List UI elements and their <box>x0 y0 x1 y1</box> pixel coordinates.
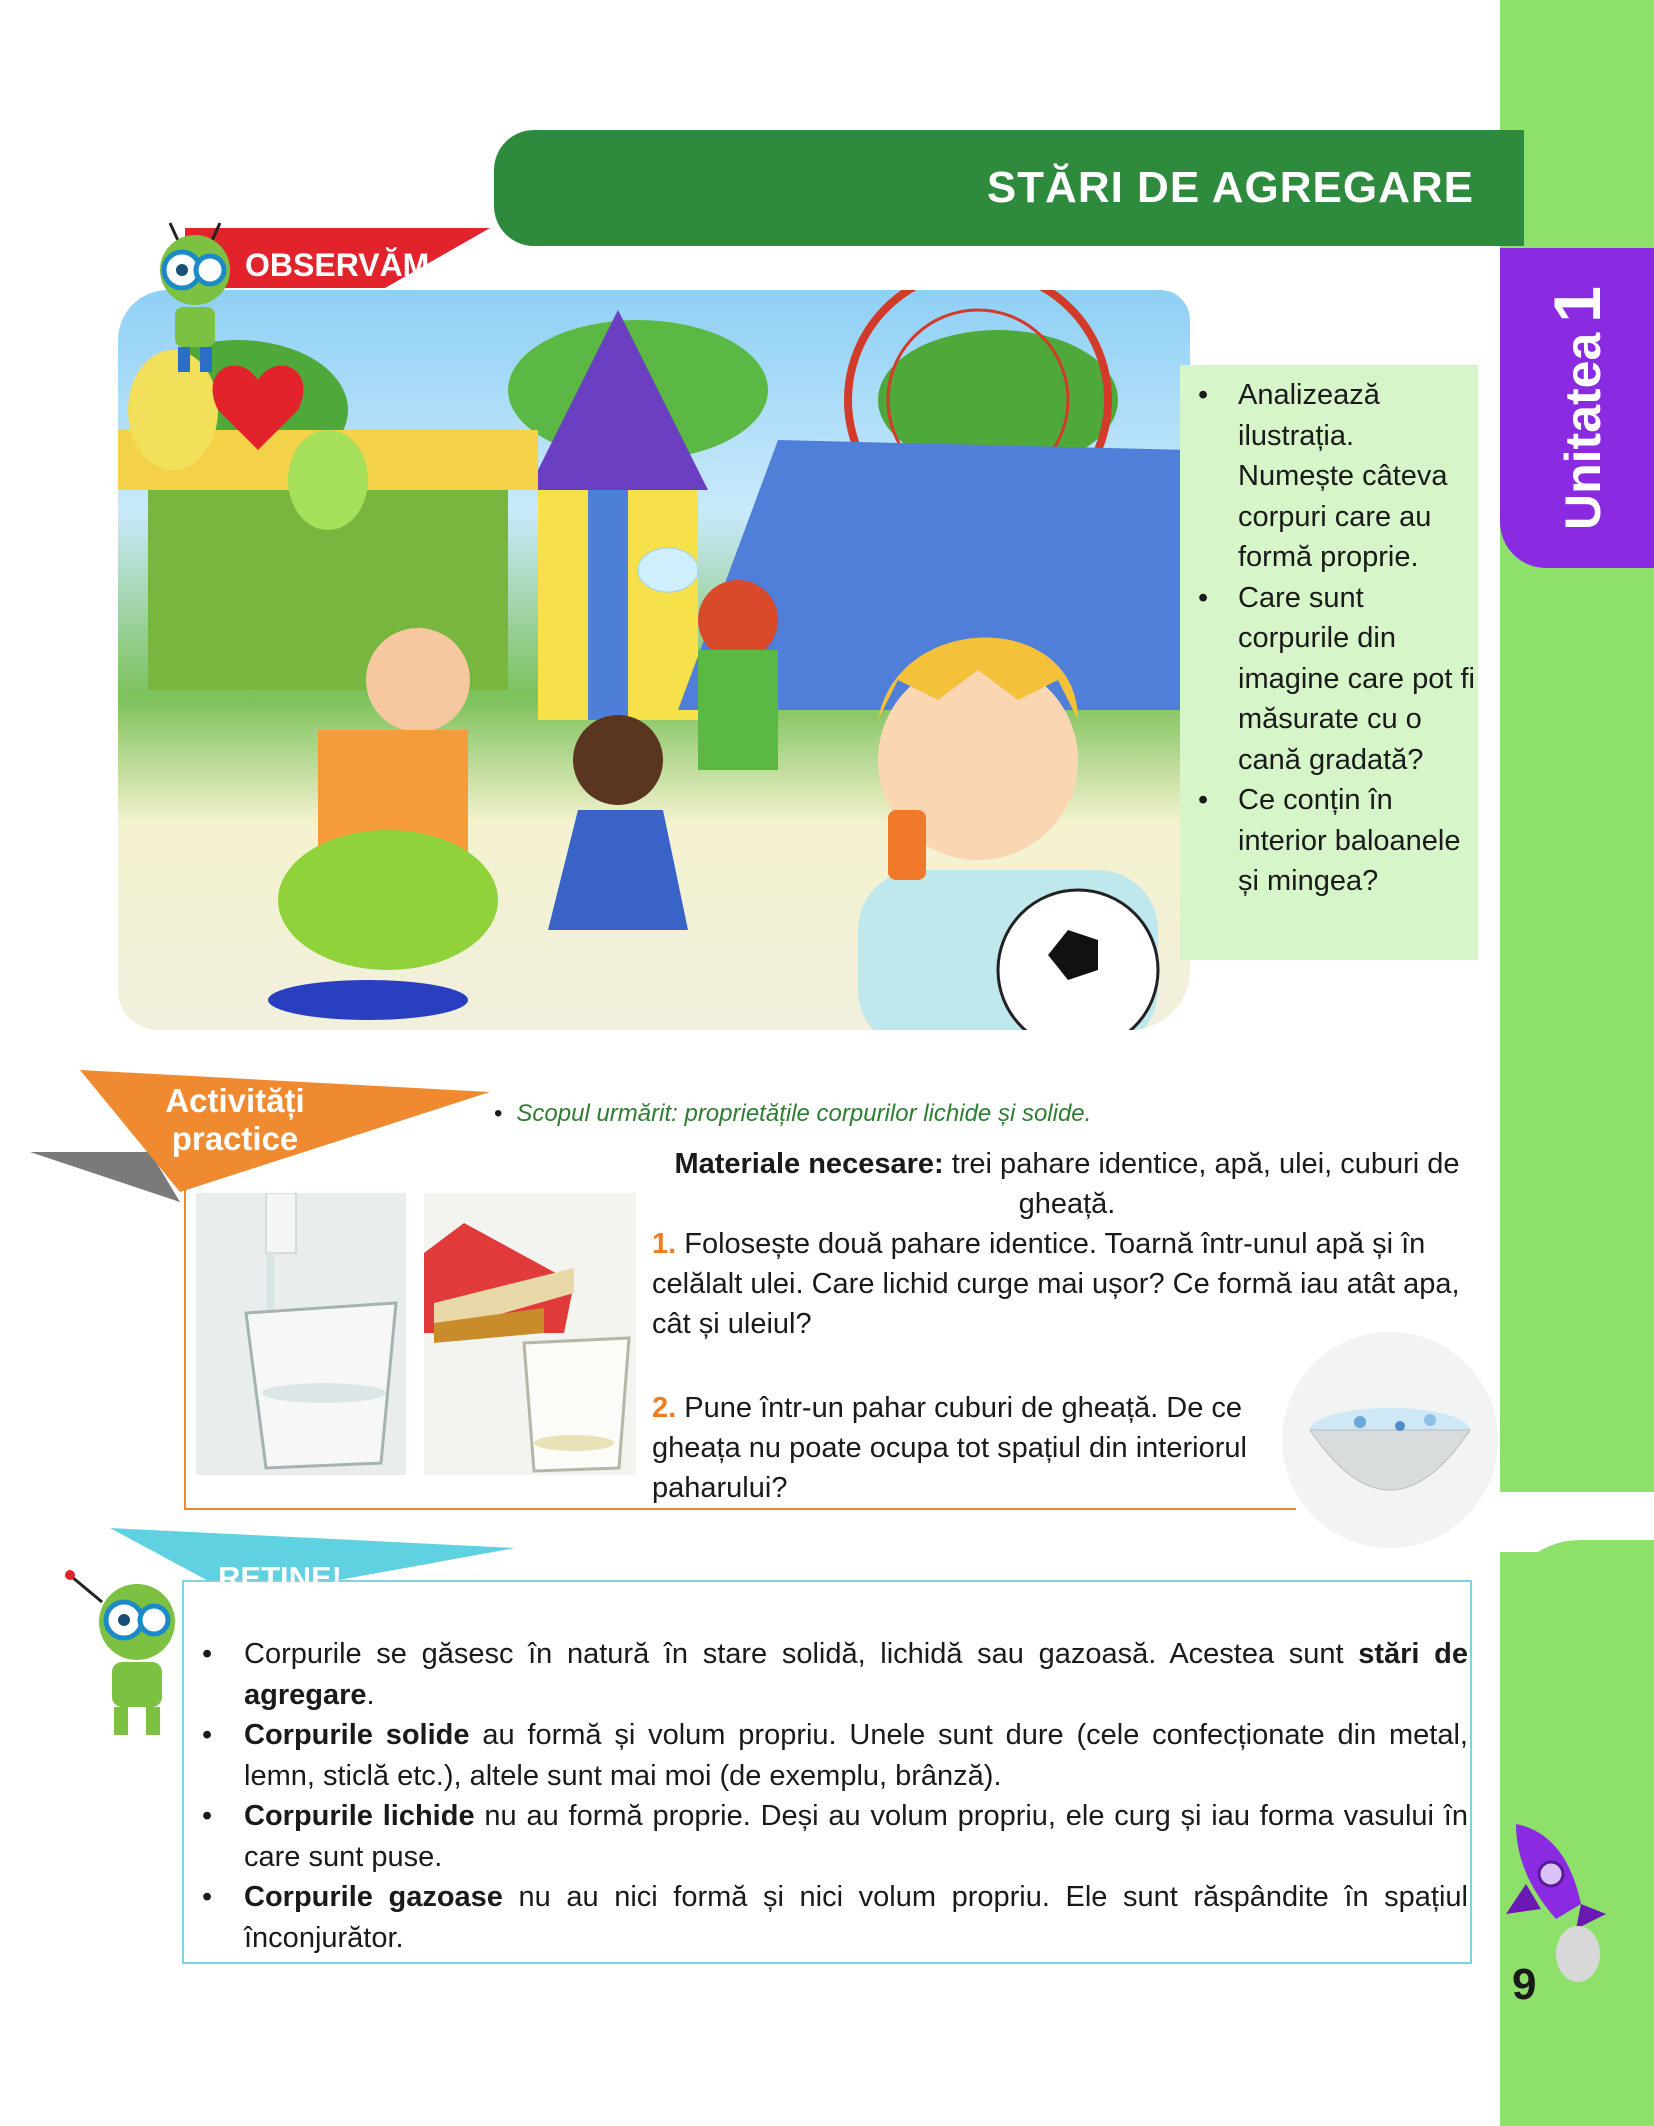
unit-label-text: Unitatea <box>1555 332 1612 530</box>
practice-goal-text: Scopul urmărit: proprietățile corpurilor lichide și solide. <box>516 1100 1092 1127</box>
step-text: Folosește două pahare identice. Toarnă într-unul apă și în celălalt ulei. Care lichid curge mai ușor? Ce formă iau atât apa, cât și uleiul? <box>652 1228 1460 1340</box>
retine-item-text: . <box>366 1678 375 1711</box>
retine-item <box>200 1796 1468 1877</box>
retine-list <box>200 1634 1468 1958</box>
question-item: • Analizează ilustrația. Numește câteva corpuri care au formă proprie. <box>1180 375 1478 578</box>
materials-label: Materiale necesare: <box>674 1148 944 1180</box>
question-item: • Ce conțin în interior baloanele și mingea? <box>1180 780 1478 902</box>
materials-needed <box>652 1144 1482 1224</box>
robot-mascot-icon <box>62 1562 202 1742</box>
practice-step-2 <box>652 1388 1272 1508</box>
retine-item-bold: stări de agregare <box>244 1638 1468 1711</box>
retine-item-text: nu au nici formă și nici volum propriu. Ele sunt răspândite în spațiul înconjurător. <box>244 1881 1468 1954</box>
practice-title-line1: Activități <box>165 1082 305 1119</box>
practice-title <box>150 1082 320 1158</box>
page-number: 9 <box>1512 1960 1537 2009</box>
retine-item-bold: Corpurile solide <box>244 1719 470 1751</box>
practice-goal: • Scopul urmărit: proprietățile corpurilor lichide și solide. <box>494 1100 1092 1127</box>
oil-glass-photo <box>424 1193 636 1475</box>
retine-label: REȚINE! <box>218 1560 342 1595</box>
retine-item <box>200 1715 1468 1796</box>
question-item: • Care sunt corpurile din imagine care pot fi măsurate cu o cană gradată? <box>1180 578 1478 781</box>
questions-box <box>1180 365 1478 960</box>
fair-scene <box>118 290 1190 1030</box>
step-number: 1. <box>652 1228 677 1260</box>
robot-mascot-icon <box>140 215 250 380</box>
unit-label <box>1500 248 1654 568</box>
retine-item <box>200 1877 1468 1958</box>
practice-title-line2: practice <box>171 1120 299 1157</box>
retine-item-text: au formă și volum propriu. Unele sunt dure (cele confecționate din metal, lemn, sticlă etc.), altele sunt mai moi (de exemplu, brânză). <box>244 1719 1468 1792</box>
retine-item-text: Corpurile se găsesc în natură în stare solidă, lichidă sau gazoasă. Acestea sunt <box>244 1638 1359 1670</box>
ice-bowl-photo <box>1280 1330 1500 1550</box>
retine-item <box>200 1634 1468 1715</box>
page-title: STĂRI DE AGREGARE <box>986 163 1474 212</box>
questions-list <box>1180 365 1478 902</box>
retine-item-bold: Corpurile lichide <box>244 1800 475 1832</box>
step-text: Pune într-un pahar cuburi de gheață. De ce gheața nu poate ocupa tot spațiul din interiorul paharului? <box>652 1392 1247 1504</box>
retine-item-bold: Corpurile gazoase <box>244 1881 503 1913</box>
retine-list-container <box>200 1634 1468 1958</box>
water-glass-photo <box>196 1193 406 1475</box>
materials-text: trei pahare identice, apă, ulei, cuburi de gheață. <box>951 1148 1460 1220</box>
unit-number: 1 <box>1540 286 1615 323</box>
observam-label: OBSERVĂM <box>245 247 430 283</box>
step-number: 2. <box>652 1392 677 1424</box>
practice-step-1 <box>652 1224 1482 1344</box>
retine-item-text: nu au formă proprie. Deși au volum propriu, ele curg și iau forma vasului în care sunt puse. <box>244 1800 1468 1873</box>
fair-illustration <box>118 290 1190 1030</box>
